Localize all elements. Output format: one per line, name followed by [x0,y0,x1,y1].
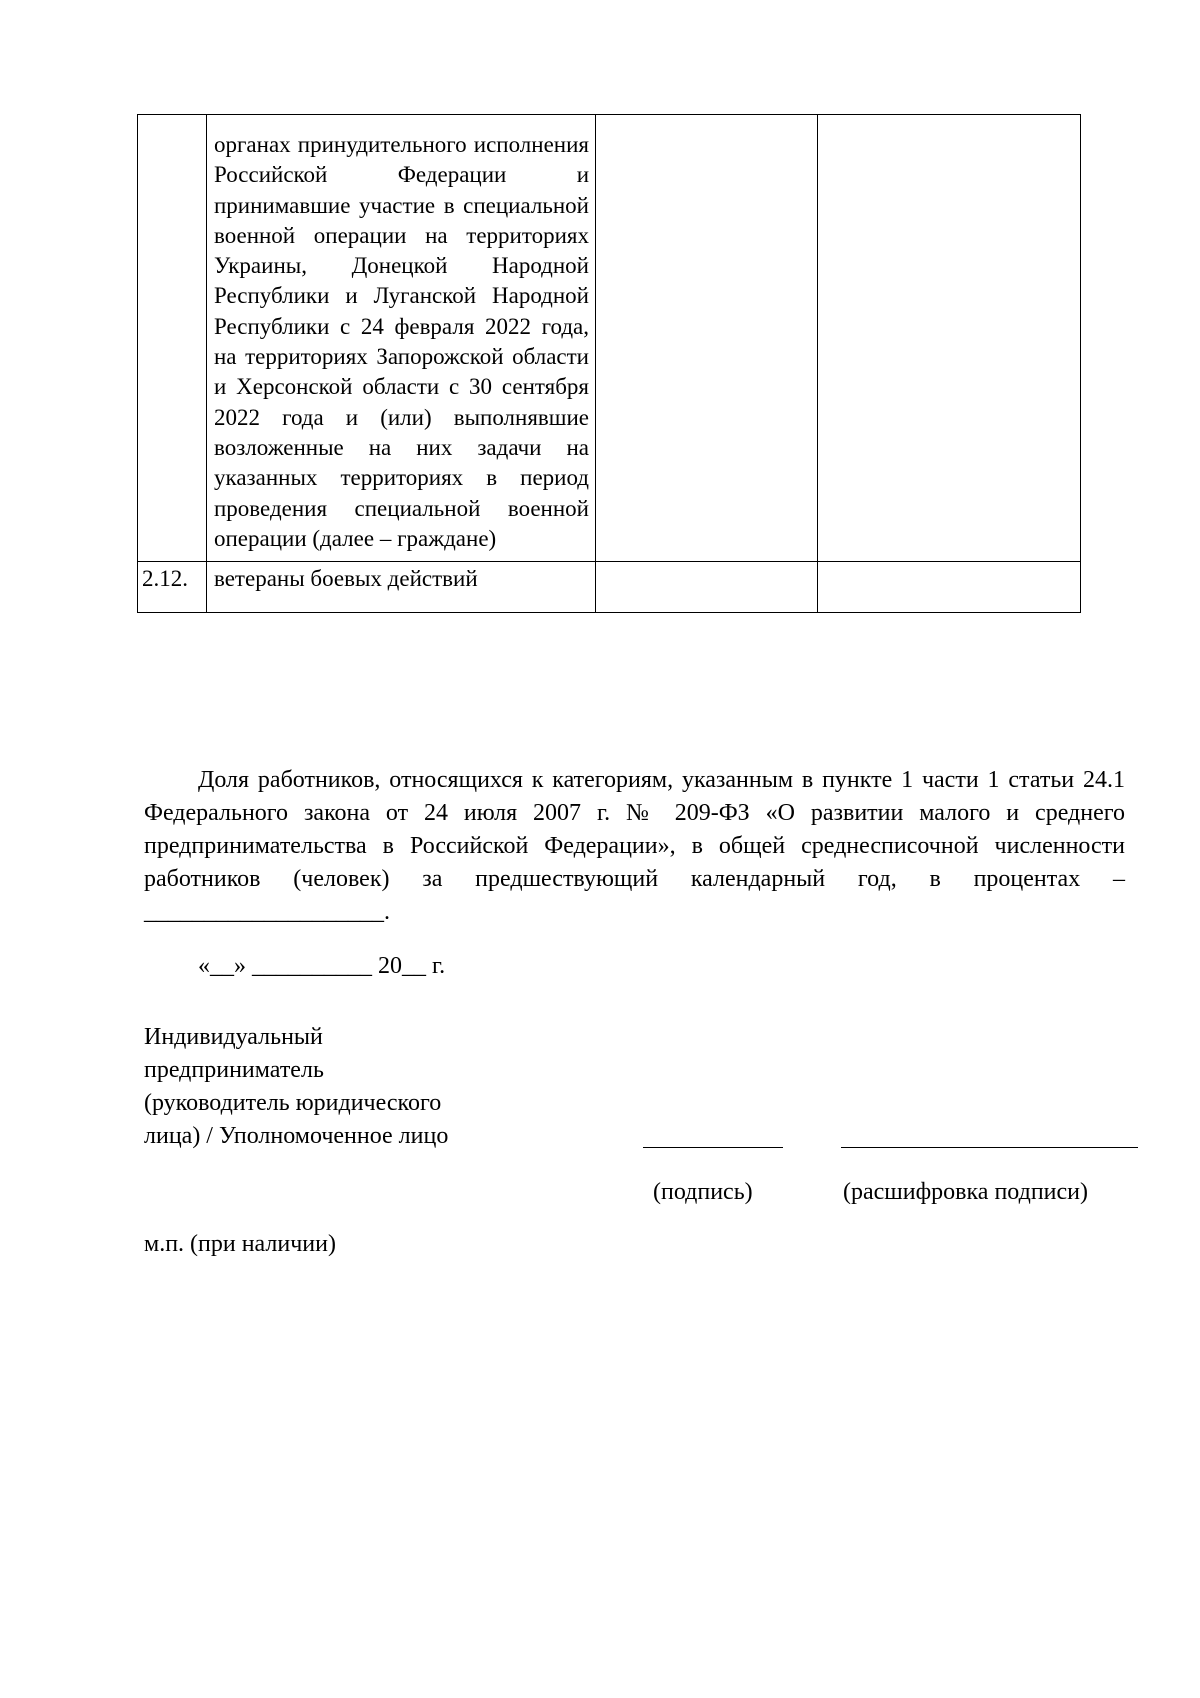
value-cell-b [818,115,1081,562]
signer-line: Индивидуальный [144,1024,323,1050]
signer-line: предприниматель [144,1057,324,1083]
row-number [138,115,206,137]
value-a [596,115,817,137]
row-number-cell [138,115,207,562]
row-number: 2.12. [142,566,188,592]
category-text: органах принудительного исполнения Российской Федерации и принимавшие участие в специальной военной операции на территориях Украины, Донецкой Народной Республики и Луганской Народной Республики с 24 февраля 2022 года, на территориях Запорожской области и Херсонской области с 30 сентября 2022 года и (или) выполнявшие возложенные на них задачи на указанных территориях в период проведения специальной военной операции (далее – граждане) [214,132,589,551]
table-row [138,562,1081,613]
stamp-note: м.п. (при наличии) [144,1231,336,1257]
signature-caption: (подпись) [653,1179,753,1205]
category-cell [207,115,596,562]
row-number-cell [138,562,207,613]
value-b [818,562,1080,564]
signature-decoding-blank-line [841,1147,1138,1148]
signer-line: (руководитель юридического [144,1090,442,1116]
categories-table [137,114,1081,613]
value-b [818,115,1080,137]
signature-blank-line [643,1147,783,1148]
date-line: «__» __________ 20__ г. [198,953,446,979]
table-row [138,115,1081,562]
category-cell [207,562,596,613]
signer-block [144,1021,564,1153]
value-cell-a [596,115,818,562]
signer-line: лица) / Уполномоченное лицо [144,1123,449,1149]
value-a [596,562,817,564]
value-cell-b [818,562,1081,613]
employee-share-paragraph: Доля работников, относящихся к категориям, указанным в пункте 1 части 1 статьи 24.1 Федерального закона от 24 июля 2007 г. № 209-ФЗ «О развитии малого и среднего предпринимательства в Российской Федерации», в общей среднесписочной численности работников (человек) за предшествующий календарный год, в процентах – ____________________. [144,767,1125,925]
category-text: ветераны боевых действий [214,566,478,592]
signature-decoding-caption: (расшифровка подписи) [843,1179,1088,1205]
value-cell-a [596,562,818,613]
